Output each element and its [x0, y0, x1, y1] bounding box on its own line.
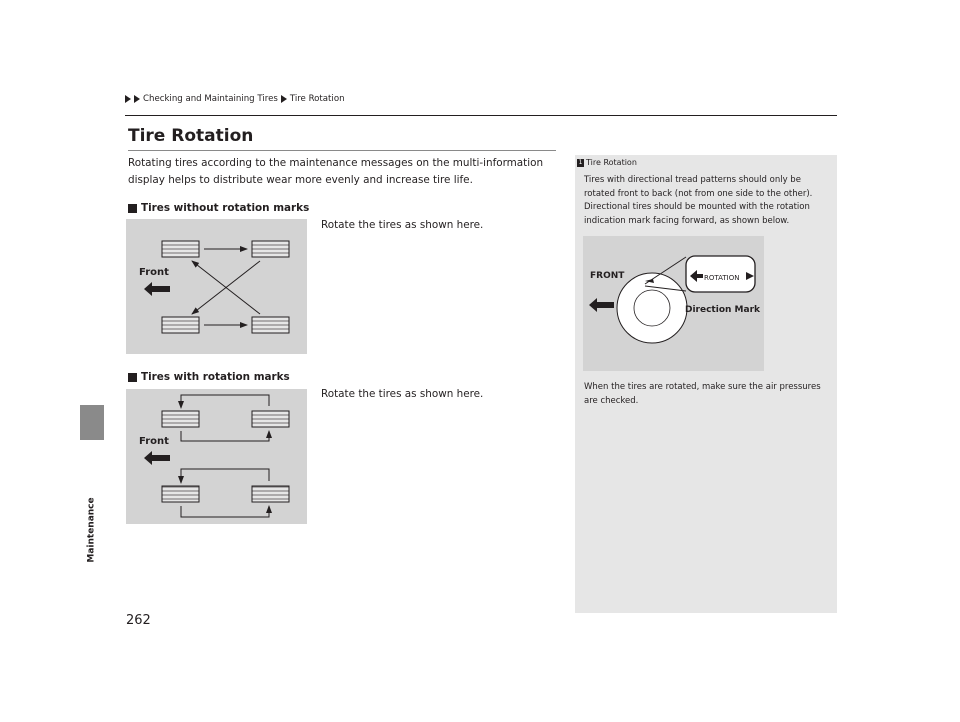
- tire-front-right: [252, 241, 289, 257]
- tire-front-right: [252, 411, 289, 427]
- diagram-front-label: Front: [139, 267, 169, 278]
- breadcrumb-current: Tire Rotation: [289, 94, 345, 104]
- rotation-arrow: [181, 506, 269, 517]
- rotation-diagram-with-marks: [126, 389, 307, 524]
- instruction-text: Rotate the tires as shown here.: [321, 219, 484, 231]
- instruction-text: Rotate the tires as shown here.: [321, 388, 484, 400]
- wheel-hub: [634, 290, 670, 326]
- tire-front-left: [162, 241, 199, 257]
- intro-paragraph: Rotating tires according to the maintenance messages on the multi-information display helps to distribute wear more evenly and increase tire life.: [128, 157, 544, 186]
- breadcrumb-arrow-icon: [134, 95, 140, 103]
- rotation-diagram-svg: [126, 219, 307, 354]
- front-arrow-icon: [144, 282, 170, 296]
- sidebar-title: [577, 158, 637, 167]
- bullet-square-icon: [128, 204, 137, 213]
- page-title: Tire Rotation: [128, 126, 254, 146]
- section-heading-with-marks: [128, 371, 290, 383]
- tire-rear-right: [252, 317, 289, 333]
- direction-mark-figure: [583, 236, 764, 371]
- breadcrumb-arrow-icon: [125, 95, 131, 103]
- sidebar-paragraph-2: When the tires are rotated, make sure the air pressures are checked.: [584, 382, 821, 406]
- header-rule: [125, 115, 837, 116]
- note-marker-icon: 1: [578, 158, 583, 166]
- tire-rear-left: [162, 486, 199, 502]
- front-arrow-icon: [589, 298, 614, 312]
- tire-front-left: [162, 411, 199, 427]
- front-label: FRONT: [590, 271, 625, 281]
- section-tab-label: Maintenance: [87, 497, 98, 563]
- rotation-diagram-no-marks: [126, 219, 307, 354]
- rotation-arrow: [181, 469, 269, 483]
- sidebar-paragraph-1: Tires with directional tread patterns should only be rotated front to back (not from one side to the other). Directional tires should be mounted with the rotation indication mark facing forward, as shown below.: [584, 175, 813, 226]
- bullet-square-icon: [128, 373, 137, 382]
- tire-rear-left: [162, 317, 199, 333]
- rotation-diagram-svg: [126, 389, 307, 524]
- direction-mark-label: Direction Mark: [685, 305, 760, 315]
- tire-rear-right: [252, 486, 289, 502]
- rotation-arrow: [181, 431, 269, 441]
- rotation-arrow: [181, 395, 269, 408]
- direction-mark-svg: [583, 236, 764, 371]
- section-tab-marker: [80, 405, 104, 440]
- page-number: 262: [126, 613, 151, 628]
- diagram-front-label: Front: [139, 436, 169, 447]
- title-rule: [128, 150, 556, 151]
- section-heading-no-marks: [128, 202, 309, 214]
- sidebar-title-text: Tire Rotation: [586, 158, 637, 167]
- breadcrumb-arrow-icon: [281, 95, 287, 103]
- breadcrumb: [125, 94, 345, 104]
- rotation-mark-label: ROTATION: [704, 274, 740, 282]
- section-heading-text: Tires with rotation marks: [141, 371, 290, 383]
- section-heading-text: Tires without rotation marks: [141, 202, 310, 214]
- breadcrumb-section[interactable]: Checking and Maintaining Tires: [143, 94, 278, 104]
- front-arrow-icon: [144, 451, 170, 465]
- section-tab: [80, 470, 104, 590]
